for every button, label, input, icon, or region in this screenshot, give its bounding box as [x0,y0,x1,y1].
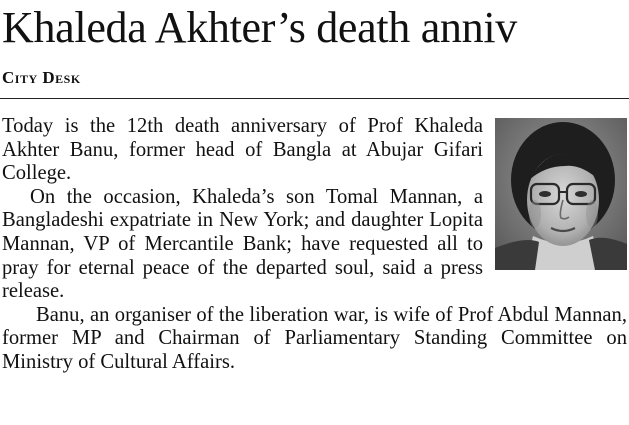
portrait-photo [495,118,627,270]
divider-rule [0,98,629,99]
article-body [2,115,627,375]
paragraph-1: Today is the 12th death anniversary of Prof Khaleda Akhter Banu, former head of Bangla at Abujar Gifari College. [2,115,483,185]
paragraph-2: On the occasion, Khaleda’s son Tomal Mannan, a Bangladeshi expatriate in New York; and daughter Lopita Mannan, VP of Mercantile Bank; have requested all to pray for eternal peace of the departed soul, said a press release. [2,185,483,303]
byline: City Desk [2,68,81,87]
headline: Khaleda Akhter’s death anniv [2,3,517,52]
paragraph-3: Banu, an organiser of the liberation war, is wife of Prof Abdul Mannan, former MP and Chairman of Parliamentary Standing Committee on Ministry of Cultural Affairs. [2,303,627,373]
